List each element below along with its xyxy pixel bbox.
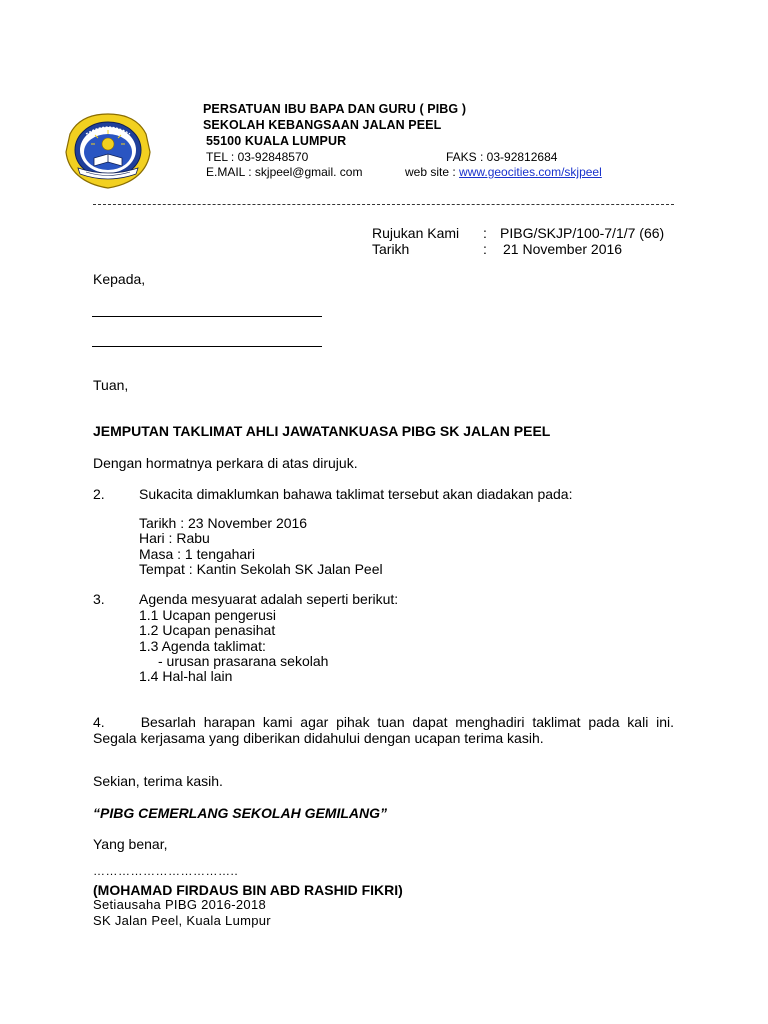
agenda-item: 1.2 Ucapan penasihat [139,622,276,638]
signature-dots: …………………………….. [93,864,239,878]
para4-number: 4. [93,714,105,730]
ref-label: Rujukan Kami [372,225,460,241]
agenda-item: 1.3 Agenda taklimat: [139,638,266,654]
detail-time: Masa : 1 tengahari [139,546,255,562]
recipient-blank-line-1 [92,316,322,317]
date-separator: : [483,241,487,257]
para4-text: Besarlah harapan kami agar pihak tuan dapat menghadiri taklimat pada kali ini. Segala kerjasama yang diberikan didahului dengan ucapan terima kasih. [93,714,674,746]
greeting: Tuan, [93,377,129,393]
date-value: 21 November 2016 [503,241,623,257]
agenda-subitem: - urusan prasarana sekolah [158,653,329,669]
website-link[interactable]: www.geocities.com/skjpeel [459,165,602,179]
school-address: 55100 KUALA LUMPUR [206,134,347,148]
school-crest-icon [64,112,152,190]
recipient-blank-line-2 [92,346,322,347]
agenda-item: 1.1 Ucapan pengerusi [139,607,276,623]
motto: “PIBG CEMERLANG SEKOLAH GEMILANG” [93,805,388,821]
para3-number: 3. [93,591,105,607]
detail-date: Tarikh : 23 November 2016 [139,515,308,531]
ref-separator: : [483,225,487,241]
website-line [405,165,602,179]
signatory-title: Setiausaha PIBG 2016-2018 [93,897,267,912]
website-label: web site : [405,165,460,179]
subject-heading: JEMPUTAN TAKLIMAT AHLI JAWATANKUASA PIBG SK JALAN PEEL [93,423,551,439]
ref-value: PIBG/SKJP/100-7/1/7 (66) [500,225,665,241]
email-address: E.MAIL : skjpeel@gmail. com [206,165,363,179]
signatory-name: (MOHAMAD FIRDAUS BIN ABD RASHID FIKRI) [93,882,403,898]
school-name: SEKOLAH KEBANGSAAN JALAN PEEL [203,118,442,132]
intro-text: Dengan hormatnya perkara di atas dirujuk. [93,455,358,471]
detail-venue: Tempat : Kantin Sekolah SK Jalan Peel [139,561,383,577]
signatory-org: SK Jalan Peel, Kuala Lumpur [93,913,271,928]
tel-number: TEL : 03-92848570 [206,150,309,164]
date-label: Tarikh [372,241,410,257]
para2-text: Sukacita dimaklumkan bahawa taklimat tersebut akan diadakan pada: [139,486,573,502]
para2-number: 2. [93,486,105,502]
detail-day: Hari : Rabu [139,530,210,546]
para4 [93,714,674,746]
org-name: PERSATUAN IBU BAPA DAN GURU ( PIBG ) [203,102,467,116]
fax-number: FAKS : 03-92812684 [446,150,558,164]
to-label: Kepada, [93,271,146,287]
agenda-item: 1.4 Hal-hal lain [139,668,233,684]
letterhead-divider [93,204,674,205]
yours-truly: Yang benar, [93,836,168,852]
closing-text: Sekian, terima kasih. [93,773,223,789]
para3-text: Agenda mesyuarat adalah seperti berikut: [139,591,399,607]
